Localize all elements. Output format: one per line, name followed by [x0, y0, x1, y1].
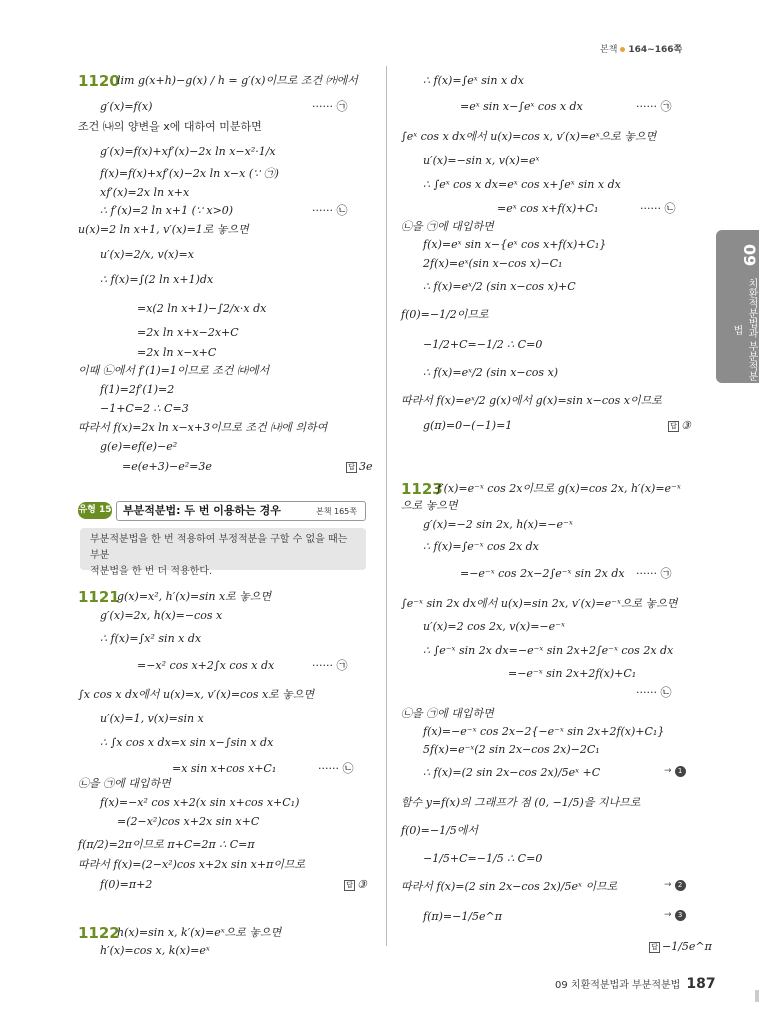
math-line: 따라서 f(x)=2x ln x−x+3이므로 조건 ㈏에 의하여	[78, 421, 328, 434]
math-line: ㉡을 ㉠에 대입하면	[401, 220, 494, 233]
text-line: 조건 ㈏의 양변을 x에 대하여 미분하면	[78, 120, 262, 133]
answer-icon: 답	[668, 421, 679, 432]
type-badge: 유형 15	[78, 502, 112, 519]
page-footer	[555, 976, 716, 992]
problem-number-1122: 1122	[78, 924, 120, 942]
math-line: u′(x)=−sin x, v(x)=eˣ	[423, 154, 540, 167]
type-description: 부분적분법을 한 번 적용하여 부정적분을 구할 수 없을 때는 부분 적분법을 한 번 더 적용한다.	[80, 528, 366, 570]
math-line: f(π)=−1/5e^π	[423, 910, 502, 923]
math-line: f′(x)=e⁻ˣ cos 2x이므로 g(x)=cos 2x, h′(x)=e⁻ˣ	[437, 482, 681, 495]
math-line: ∴ ∫e⁻ˣ sin 2x dx=−e⁻ˣ sin 2x+2∫e⁻ˣ cos 2x dx	[423, 644, 674, 657]
answer-1121: 답 ③	[344, 878, 367, 891]
math-line: −1+C=2 ∴ C=3	[100, 402, 189, 415]
math-line: ∴ f(x)=∫(2 ln x+1)dx	[100, 273, 214, 286]
math-line: 따라서 f(x)=(2 sin 2x−cos 2x)/5eˣ 이므로	[401, 880, 618, 893]
column-divider	[386, 66, 387, 946]
footer-chapter: 09 치환적분법과 부분적분법	[555, 980, 681, 991]
math-line: g(e)=ef(e)−e²	[100, 440, 178, 453]
math-line: =(2−x²)cos x+2x sin x+C	[117, 815, 260, 828]
math-line: ∴ f′(x)=2 ln x+1 (∵ x>0)	[100, 204, 234, 217]
math-line: ㉡을 ㉠에 대입하면	[401, 707, 494, 720]
math-line: 따라서 f(x)=eˣ/2 g(x)에서 g(x)=sin x−cos x이므로	[401, 394, 662, 407]
math-line: =2x ln x−x+C	[137, 346, 217, 359]
math-line: 2f(x)=eˣ(sin x−cos x)−C₁	[423, 257, 563, 270]
math-line: =x sin x+cos x+C₁	[172, 762, 277, 775]
math-line: ∴ f(x)=∫e⁻ˣ cos 2x dx	[423, 540, 539, 553]
math-line: −1/2+C=−1/2 ∴ C=0	[423, 338, 543, 351]
page-edge-mark	[755, 990, 759, 1002]
chapter-side-tab	[716, 230, 759, 383]
problem-number-1123: 1123	[401, 480, 443, 498]
step-marker: → 3	[664, 910, 686, 921]
math-line: f(x)=−e⁻ˣ cos 2x−2{−e⁻ˣ sin 2x+2f(x)+C₁}	[423, 725, 665, 738]
problem-number-1120: 1120	[78, 72, 120, 90]
math-line: ∴ f(x)=(2 sin 2x−cos 2x)/5eˣ +C	[423, 766, 601, 779]
math-line: ∫eˣ cos x dx에서 u(x)=cos x, v′(x)=eˣ으로 놓으면	[401, 130, 657, 143]
math-line: f(x)=f(x)+xf′(x)−2x ln x−x (∵ ㉠)	[100, 167, 279, 180]
answer-icon: 답	[344, 880, 355, 891]
math-line: 따라서 f(x)=(2−x²)cos x+2x sin x+π이므로	[78, 858, 306, 871]
answer-1123: 답 −1/5e^π	[649, 940, 712, 953]
math-line: u′(x)=2 cos 2x, v(x)=−e⁻ˣ	[423, 620, 565, 633]
type-title: 부분적분법: 두 번 이용하는 경우 본책 165쪽	[116, 501, 366, 521]
answer-1122: 답 ③	[668, 419, 691, 432]
math-line: 함수 y=f(x)의 그래프가 점 (0, −1/5)을 지나므로	[401, 796, 641, 809]
math-line: f(0)=−1/2이므로	[401, 308, 489, 321]
chapter-number: 09	[740, 244, 759, 267]
math-line: f(0)=π+2	[100, 878, 153, 891]
problem-number-1121: 1121	[78, 588, 120, 606]
math-line: u′(x)=1, v(x)=sin x	[100, 712, 204, 725]
math-line: f(0)=−1/5에서	[401, 824, 479, 837]
math-line: g′(x)=2x, h(x)=−cos x	[100, 609, 223, 622]
math-line: g′(x)=−2 sin 2x, h(x)=−e⁻ˣ	[423, 518, 573, 531]
math-line: f(1)=2f′(1)=2	[100, 383, 175, 396]
math-line: 으로 놓으면	[401, 499, 458, 512]
math-line: g(x)=x², h′(x)=sin x로 놓으면	[117, 590, 272, 603]
math-line: ∴ ∫x cos x dx=x sin x−∫sin x dx	[100, 736, 274, 749]
math-line: ∴ f(x)=∫eˣ sin x dx	[423, 74, 524, 87]
math-line: g′(x)=f(x)	[100, 100, 153, 113]
math-line: h(x)=sin x, k′(x)=eˣ으로 놓으면	[117, 926, 282, 939]
type-reference: 본책 165쪽	[316, 507, 357, 516]
answer-icon: 답	[649, 942, 660, 953]
book-page-reference: 본책 164~166쪽	[600, 45, 683, 55]
answer-1120: 답 3e	[346, 460, 373, 473]
math-line: =x(2 ln x+1)−∫2/x·x dx	[137, 302, 267, 315]
step-marker: → 2	[664, 880, 686, 891]
math-line: =eˣ sin x−∫eˣ cos x dx	[460, 100, 583, 113]
math-line: ∫x cos x dx에서 u(x)=x, v′(x)=cos x로 놓으면	[78, 688, 315, 701]
math-line: h′(x)=cos x, k(x)=eˣ	[100, 944, 210, 957]
math-line: f(x)=−x² cos x+2(x sin x+cos x+C₁)	[100, 796, 300, 809]
page-number: 187	[686, 976, 716, 992]
math-line: =e(e+3)−e²=3e	[122, 460, 212, 473]
step-marker: → 1	[664, 766, 686, 777]
math-line: g(π)=0−(−1)=1	[423, 419, 513, 432]
math-line: ∴ f(x)=∫x² sin x dx	[100, 632, 202, 645]
math-line: 5f(x)=e⁻ˣ(2 sin 2x−cos 2x)−2C₁	[423, 743, 600, 756]
equation-tag: ······ ㉠	[312, 100, 348, 113]
math-line: =−e⁻ˣ cos 2x−2∫e⁻ˣ sin 2x dx	[460, 567, 625, 580]
equation-tag: ······ ㉡	[318, 762, 354, 775]
math-line: ∴ ∫eˣ cos x dx=eˣ cos x+∫eˣ sin x dx	[423, 178, 621, 191]
math-line: =−e⁻ˣ sin 2x+2f(x)+C₁	[508, 667, 637, 680]
equation-tag: ······ ㉡	[640, 202, 676, 215]
type-header	[78, 500, 368, 522]
math-line: lim g(x+h)−g(x) / h = g′(x)이므로 조건 ㈎에서	[117, 74, 358, 87]
math-line: f(π/2)=2π이므로 π+C=2π ∴ C=π	[78, 838, 255, 851]
equation-tag: ······ ㉡	[312, 204, 348, 217]
math-line: xf′(x)=2x ln x+x	[100, 186, 190, 199]
math-line: =−x² cos x+2∫x cos x dx	[137, 659, 275, 672]
equation-tag: ······ ㉠	[636, 100, 672, 113]
math-line: ㉡을 ㉠에 대입하면	[78, 777, 171, 790]
math-line: −1/5+C=−1/5 ∴ C=0	[423, 852, 543, 865]
math-line: f(x)=eˣ sin x−{eˣ cos x+f(x)+C₁}	[423, 238, 607, 251]
math-line: u′(x)=2/x, v(x)=x	[100, 248, 194, 261]
math-line: ∴ f(x)=eˣ/2 (sin x−cos x)	[423, 366, 559, 379]
equation-tag: ······ ㉠	[312, 659, 348, 672]
equation-tag: ······ ㉡	[636, 686, 672, 699]
chapter-title: 치환적분법과 부분적분법	[731, 277, 757, 382]
equation-tag: ······ ㉠	[636, 567, 672, 580]
math-line: ∫e⁻ˣ sin 2x dx에서 u(x)=sin 2x, v′(x)=e⁻ˣ으로 놓으면	[401, 597, 678, 610]
math-line: 이때 ㉡에서 f′(1)=1이므로 조건 ㈐에서	[78, 364, 270, 377]
math-line: =eˣ cos x+f(x)+C₁	[497, 202, 599, 215]
math-line: u(x)=2 ln x+1, v′(x)=1로 놓으면	[78, 223, 249, 236]
math-line: =2x ln x+x−2x+C	[137, 326, 239, 339]
math-line: ∴ f(x)=eˣ/2 (sin x−cos x)+C	[423, 280, 576, 293]
math-line: g′(x)=f(x)+xf′(x)−2x ln x−x²·1/x	[100, 145, 276, 158]
answer-icon: 답	[346, 462, 357, 473]
